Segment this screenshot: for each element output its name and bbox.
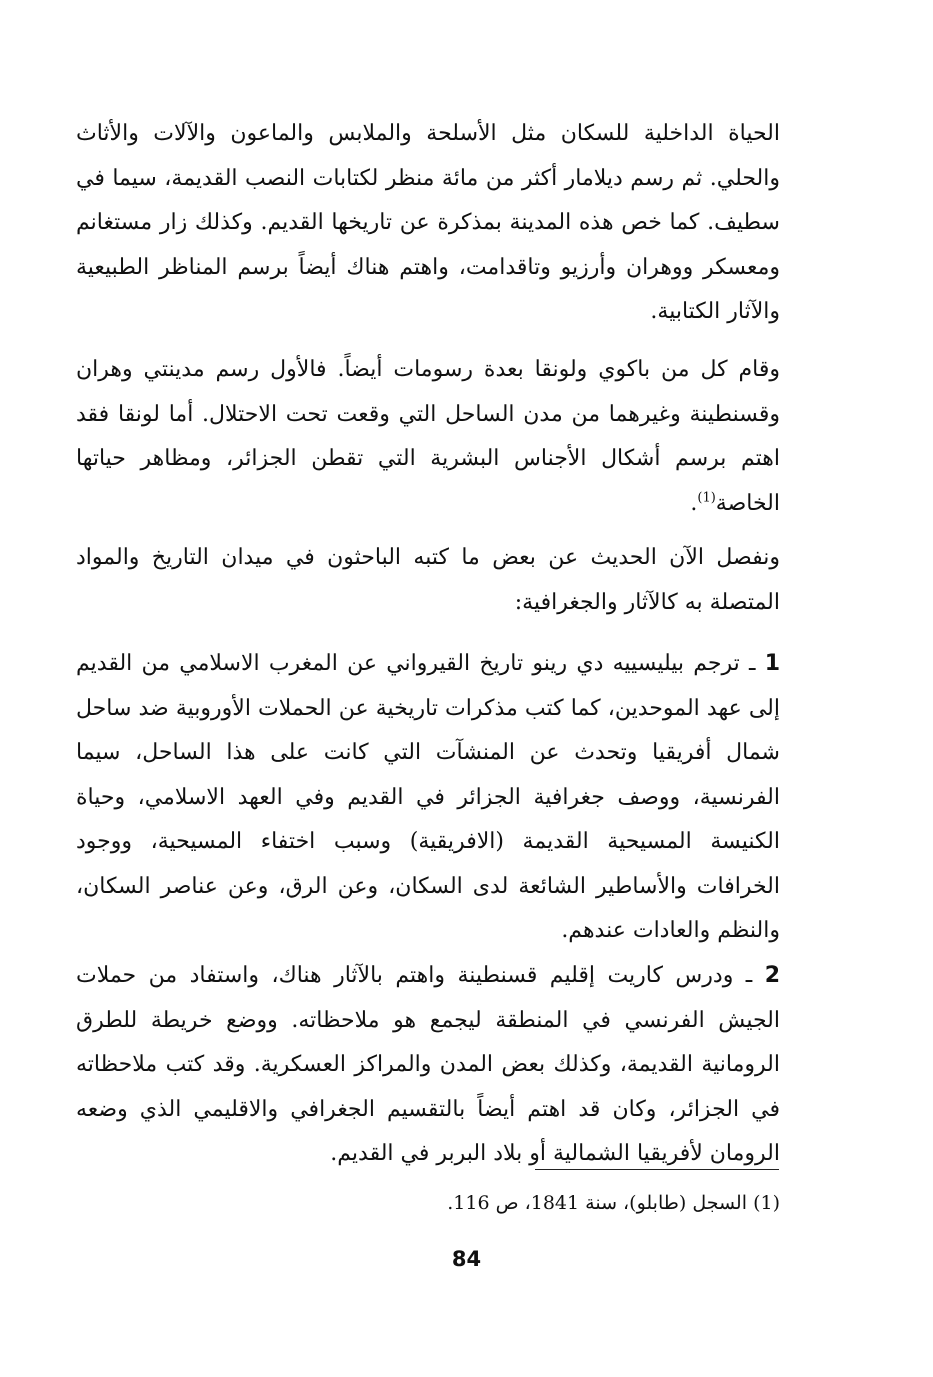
paragraph-item-2 xyxy=(76,954,780,1177)
footnote-text: السجل (طابلو)، سنة 1841، ص 116. xyxy=(447,1192,748,1214)
paragraph-3 xyxy=(76,536,780,625)
footnote-reference: (1) xyxy=(697,490,716,506)
paragraph-1 xyxy=(76,112,780,335)
footnote-marker: (1) xyxy=(753,1192,780,1214)
paragraph-item-1 xyxy=(76,642,780,954)
paragraph-2-text: وقام كل من باكوي ولونقا بعدة رسومات أيضاً. فالأول رسم مدينتي وهران وقسنطينة وغيرهما من مدن الساحل التي وقعت تحت الاحتلال. أما لونقا فقد اهتم برسم أشكال الأجناس البشرية التي تقطن الجزائر، ومظاهر حياتها الخاصة xyxy=(76,357,780,516)
item-2-text: ـ ودرس كاريت إقليم قسنطينة واهتم بالآثار هناك، واستفاد من حملات الجيش الفرنسي في المنطقة ليجمع هو ملاحظاته. ووضع خريطة للطرق الرومانية القديمة، وكذلك بعض المدن والمراكز العسكرية. وقد كتب ملاحظاته في الجزائر، وكان قد اهتم أيضاً بالتقسيم الجغرافي والاقليمي الذي وضعه الرومان لأفريقيا الشمالية أو بلاد البربر في القديم. xyxy=(76,963,780,1166)
paragraph-2-end: . xyxy=(690,490,698,516)
paragraph-3-text: ونفصل الآن الحديث عن بعض ما كتبه الباحثون في ميدان التاريخ والمواد المتصلة به كالآثار والجغرافية: xyxy=(76,545,780,615)
item-number: 2 xyxy=(764,963,780,988)
item-number: 1 xyxy=(764,651,780,676)
page-number: 84 xyxy=(451,1247,482,1271)
footnote xyxy=(76,1188,780,1218)
item-1-text: ـ ترجم بيليسييه دي رينو تاريخ القيرواني عن المغرب الاسلامي من القديم إلى عهد الموحدين، كما كتب مذكرات تاريخية عن الحملات الأوروبية ضد ساحل شمال أفريقيا وتحدث عن المنشآت التي كانت على هذا الساحل، سيما الفرنسية، ووصف جغرافية الجزائر في القديم وفي العهد الاسلامي، وحياة الكنيسة المسيحية القديمة (الافريقية) وسبب اختفاء المسيحية، ووجود الخرافات والأساطير الشائعة لدى السكان، وعن الرق، وعن عناصر السكان، والنظم والعادات عندهم. xyxy=(76,651,780,943)
paragraph-2 xyxy=(76,348,780,526)
paragraph-1-text: الحياة الداخلية للسكان مثل الأسلحة والملابس والماعون والآلات والأثاث والحلي. ثم رسم ديلامار أكثر من مائة منظر لكتابات النصب القديمة، سيما في سطيف. كما خص هذه المدينة بمذكرة عن تاريخها القديم. وكذلك زار مستغانم ومعسكر ووهران وأرزيو وتاقدامت، واهتم هناك أيضاً برسم المناظر الطبيعية والآثار الكتابية. xyxy=(76,121,780,324)
footnote-divider xyxy=(535,1169,779,1170)
